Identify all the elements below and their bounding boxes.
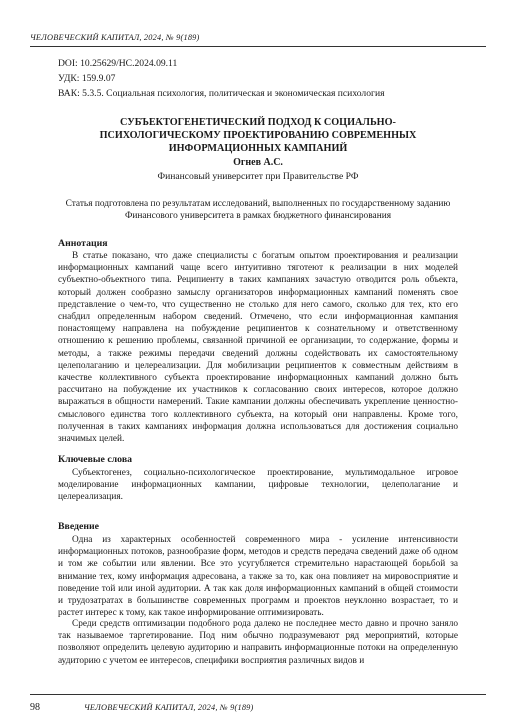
introduction-heading: Введение <box>58 521 99 532</box>
keywords-text: Субъектогенез, социально-психологическое проектирование, мультимодальное игровое моделирование информационных кампании, цифровые технологии, целеполагание и целереализация. <box>58 468 458 503</box>
doi: DOI: 10.25629/HC.2024.09.11 <box>58 58 178 69</box>
running-foot: ЧЕЛОВЕЧЕСКИЙ КАПИТАЛ, 2024, № 9(189) <box>84 703 254 712</box>
author: Огнев А.С. <box>233 157 283 168</box>
footer-rule <box>30 694 486 695</box>
udk: УДК: 159.9.07 <box>58 73 116 84</box>
introduction-paragraph-1: Одна из характерных особенностей современного мира - усиление интенсивности информационных потоков, разнообразие форм, методов и средств передача сведений даже об одном и том же событии или явлении. Все это усугубляется стремительно нарастающей борьбой за внимание тех, кому информация адресована, а также за то, как она повлияет на мировосприятие и поведение той или иной аудитории. А так как доля информационных кампаний в общей стоимости и трудозатратах в большинстве современных программ и проектов неуклонно возрастает, то и растет интерес к тому, как такое информирование оптимизировать. <box>58 535 458 619</box>
introduction-paragraph-2: Среди средств оптимизации подобного рода далеко не последнее место давно и прочно заняло так называемое таргетирование. Под ним обычно подразумевают ряд мероприятий, которые позволяют определить целевую аудиторию и направить информационные потоки на определенную аудиторию с учетом ее интересов, специфики восприятия различных видов и <box>58 619 458 666</box>
keywords-heading: Ключевые слова <box>58 454 133 465</box>
abstract-text: В статье показано, что даже специалисты с богатым опытом проектирования и реализации информационных кампаний чаще всего интуитивно тяготеют к реализации в них моделей субъектно-объектного типа. Реципиенту в таких кампаниях зачастую отводится роль объекта, который должен сообразно замыслу организаторов информационных кампаний поменять свое представление о чем-то, что существенно не столько для него самого, сколько для тех, кто его снабдил определенным набором сведений. Отмечено, что если информационная кампания понастоящему направлена на побуждение реципиентов к сознательному и ответственному отношению к решению проблемы, связанной причиной ее организации, то содержание, формы и методы, а также режимы передачи сведений должны содействовать их самостоятельному целеполаганию и целереализации. Для мобилизации реципиентов к совместным действиям в качестве коллективного субъекта проектирование информационных кампаний должно быть рассчитано на побуждение их участников к согласованию своих интересов, которое должно выражаться в общности намерений. Такие кампании должны обеспечивать укрепление ценностно-смыслового единства того коллективного субъекта, на который они направлены. Кроме того, полученная в таких кампаниях информация должна использоваться для достижения социально значимых целей. <box>58 251 458 445</box>
running-head: ЧЕЛОВЕЧЕСКИЙ КАПИТАЛ, 2024, № 9(189) <box>30 33 200 42</box>
header-rule <box>30 46 486 47</box>
funding-note: Статья подготовлена по результатам исследований, выполненных по государственному заданию Финансового университета в рамках бюджетного финансирования <box>65 199 451 222</box>
page-number: 98 <box>30 702 40 713</box>
abstract-heading: Аннотация <box>58 238 108 249</box>
affiliation: Финансовый университет при Правительстве РФ <box>157 171 359 182</box>
article-title: СУБЪЕКТОГЕНЕТИЧЕСКИЙ ПОДХОД К СОЦИАЛЬНО-ПСИХОЛОГИЧЕСКОМУ ПРОЕКТИРОВАНИЮ СОВРЕМЕННЫХ ИНФОРМАЦИОННЫХ КАМПАНИЙ <box>99 117 417 154</box>
vak-code: ВАК: 5.3.5. Социальная психология, политическая и экономическая психология <box>58 88 385 99</box>
